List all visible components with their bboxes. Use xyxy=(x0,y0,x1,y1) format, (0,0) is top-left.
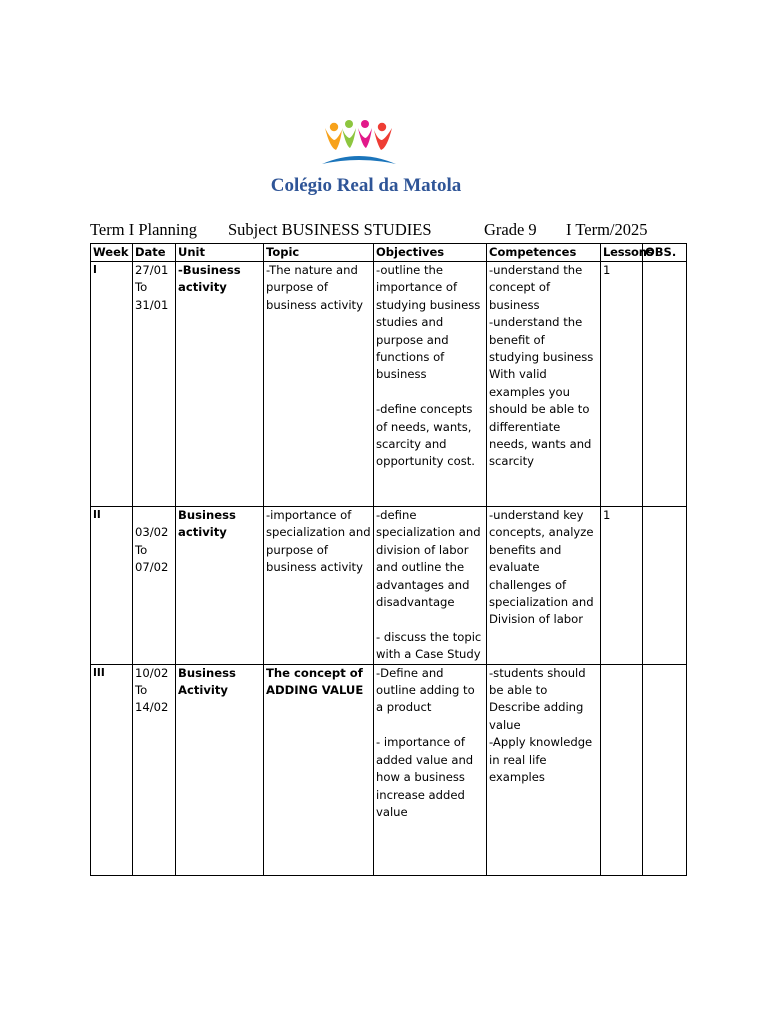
col-header-competences: Competences xyxy=(487,244,601,262)
term-period-label: I Term/2025 xyxy=(566,220,648,239)
cell-obs xyxy=(643,507,687,665)
table-header-row xyxy=(91,244,687,262)
col-header-lessons: Lessons xyxy=(601,244,643,262)
logo-figure-red xyxy=(374,123,392,150)
table-row xyxy=(91,507,687,665)
planning-header xyxy=(90,220,690,242)
col-header-unit: Unit xyxy=(176,244,264,262)
term-planning-label: Term I Planning xyxy=(90,220,197,239)
cell-date: 10/02 To 14/02 xyxy=(133,664,176,875)
cell-unit: Business activity xyxy=(176,507,264,665)
cell-lessons: 1 xyxy=(601,262,643,507)
cell-date: 27/01 To 31/01 xyxy=(133,262,176,507)
cell-obs xyxy=(643,262,687,507)
cell-competences: -understand the concept of business -understand the benefit of studying business With valid examples you should be able to differentiate needs, wants and scarcity xyxy=(487,262,601,507)
cell-objectives: -Define and outline adding to a product - importance of added value and how a business increase added value xyxy=(374,664,487,875)
table-row xyxy=(91,664,687,875)
cell-topic: -importance of specialization and purpose of business activity xyxy=(264,507,374,665)
cell-topic: The concept of ADDING VALUE xyxy=(264,664,374,875)
cell-unit: -Business activity xyxy=(176,262,264,507)
cell-week: II xyxy=(91,507,133,665)
col-header-date: Date xyxy=(133,244,176,262)
cell-date: 03/02 To 07/02 xyxy=(133,507,176,665)
cell-objectives: -define specialization and division of labor and outline the advantages and disadvantage - discuss the topic with a Case Study xyxy=(374,507,487,665)
table-row xyxy=(91,262,687,507)
logo-figure-orange xyxy=(325,123,342,150)
cell-competences: -understand key concepts, analyze benefits and evaluate challenges of specialization and Division of labor xyxy=(487,507,601,665)
cell-week: I xyxy=(91,262,133,507)
school-logo xyxy=(322,118,396,172)
cell-topic: -The nature and purpose of business activity xyxy=(264,262,374,507)
col-header-week: Week xyxy=(91,244,133,262)
cell-lessons: 1 xyxy=(601,507,643,665)
planning-table xyxy=(90,243,687,876)
grade-label: Grade 9 xyxy=(484,220,537,239)
logo-figure-green xyxy=(342,120,356,148)
logo-figure-pink xyxy=(358,120,372,148)
subject-label: Subject BUSINESS STUDIES xyxy=(228,220,432,239)
cell-objectives: -outline the importance of studying business studies and purpose and functions of business -define concepts of needs, wants, scarcity and opportunity cost. xyxy=(374,262,487,507)
cell-unit: Business Activity xyxy=(176,664,264,875)
school-name: Colégio Real da Matola xyxy=(270,175,462,196)
cell-week: III xyxy=(91,664,133,875)
cell-obs xyxy=(643,664,687,875)
col-header-objectives: Objectives xyxy=(374,244,487,262)
col-header-topic: Topic xyxy=(264,244,374,262)
cell-lessons xyxy=(601,664,643,875)
logo-swoosh xyxy=(322,156,396,164)
col-header-obs: OBS. xyxy=(643,244,687,262)
cell-competences: -students should be able to Describe adding value -Apply knowledge in real life examples xyxy=(487,664,601,875)
